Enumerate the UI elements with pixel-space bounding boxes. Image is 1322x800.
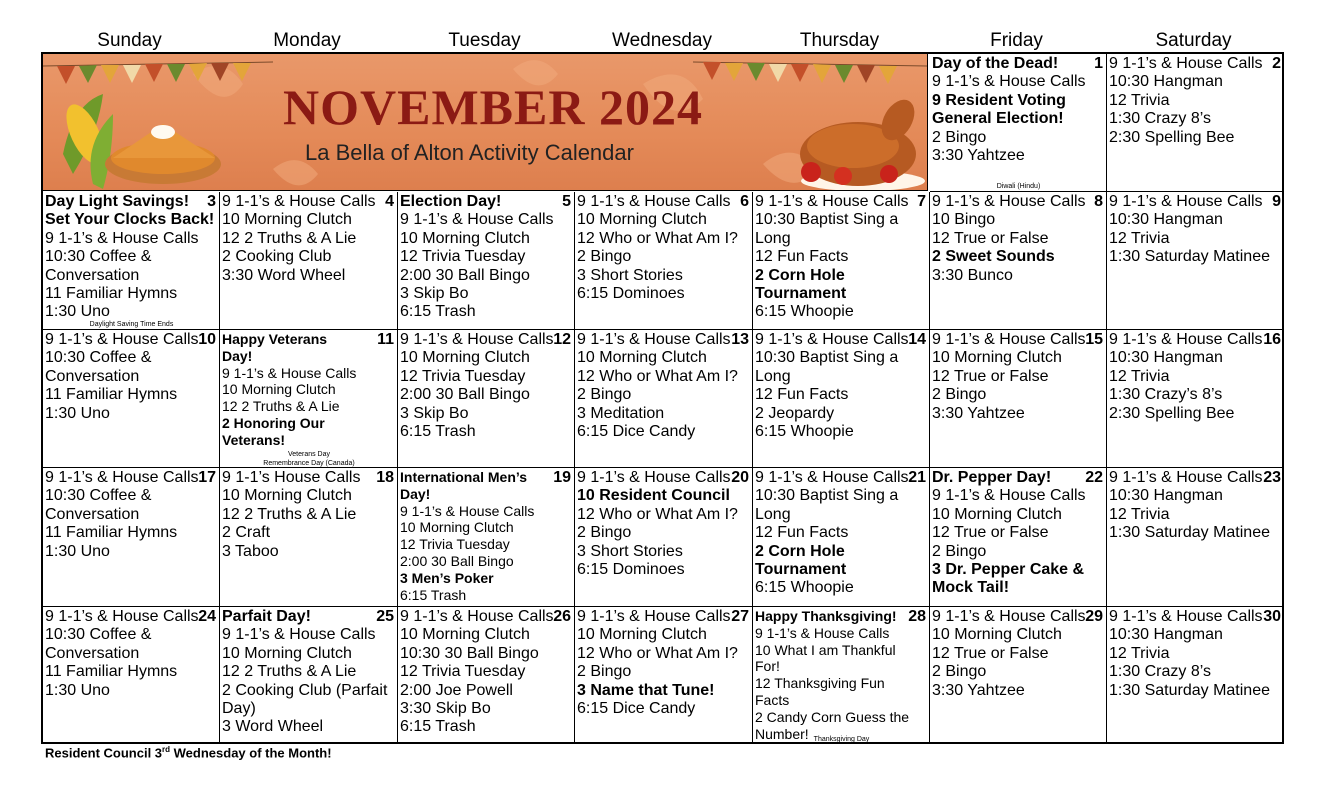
day-number: 24: [198, 608, 216, 625]
day-cell: [930, 468, 1107, 607]
activity-item: 2 Bingo: [577, 524, 632, 542]
activity-item: 3:30 Skip Bo: [400, 700, 491, 718]
activity-list: [1109, 331, 1282, 423]
activity-item: Long: [755, 229, 791, 247]
day-cell: [43, 192, 220, 330]
day-number: 11: [377, 331, 394, 348]
activity-item: 9 1-1’s & House Calls: [222, 364, 357, 381]
activity-item: 9 1-1’s & House Calls: [400, 608, 554, 625]
day-number: 26: [553, 608, 571, 625]
activity-item: 12 2 Truths & A Lie: [222, 663, 357, 681]
holiday-note: Veterans Day: [287, 451, 331, 458]
day-number: 30: [1263, 608, 1281, 625]
activity-list: [45, 331, 217, 423]
day-cell: [930, 192, 1107, 330]
activity-list: [45, 193, 217, 322]
event-highlight: Happy Veterans: [222, 331, 328, 347]
activity-item: 3 Short Stories: [577, 266, 683, 284]
day-number: 2: [1272, 55, 1281, 72]
activity-item: 2:30 Spelling Bee: [1109, 404, 1235, 422]
event-highlight: Veterans!: [222, 431, 286, 448]
activity-item: 2:00 Joe Powell: [400, 681, 513, 699]
activity-item: 12 Who or What Am I?: [577, 229, 738, 247]
activity-list: [577, 193, 750, 303]
activity-item: 2 Cooking Club (Parfait Day): [222, 681, 388, 718]
day-cell: [753, 468, 930, 607]
day-cell: [1107, 607, 1284, 744]
activity-item: 12 Trivia: [1109, 229, 1170, 247]
day-number: 25: [376, 608, 394, 625]
activity-item: 10:30 Baptist Sing a: [755, 349, 899, 367]
activity-item: 10 Morning Clutch: [400, 229, 530, 247]
activity-list: [932, 331, 1104, 423]
activity-item: 11 Familiar Hymns: [45, 524, 178, 542]
activity-item: 11 Familiar Hymns: [45, 663, 178, 681]
activity-item: 2 Bingo: [932, 663, 987, 681]
activity-item: 10 Morning Clutch: [932, 505, 1062, 523]
activity-item: 10 Morning Clutch: [222, 211, 352, 229]
activity-item: 12 Trivia Tuesday: [400, 536, 510, 553]
day-number: 15: [1085, 331, 1103, 348]
activity-list: [577, 608, 750, 718]
activity-item: 9 1-1’s & House Calls: [755, 624, 890, 641]
activity-item: 1:30 Uno: [45, 303, 110, 321]
activity-item: 9 1-1’s & House Calls: [400, 211, 554, 229]
day-number: 10: [198, 331, 216, 348]
weekday-header-3: Tuesday: [448, 30, 521, 51]
event-highlight: Election Day!: [400, 193, 502, 210]
activity-list: [1109, 469, 1282, 543]
activity-item: 10:30 Coffee &: [45, 349, 152, 367]
activity-item: 10:30 Hangman: [1109, 626, 1223, 644]
activity-item: 6:15 Trash: [400, 718, 476, 736]
activity-list: [400, 469, 572, 603]
activity-item: 1:30 Uno: [45, 681, 110, 699]
day-number: 5: [562, 193, 571, 210]
activity-item: 6:15 Whoopie: [755, 423, 854, 441]
activity-item: 10:30 Hangman: [1109, 73, 1223, 91]
activity-list: [222, 469, 395, 561]
activity-item: 10 Morning Clutch: [222, 381, 336, 398]
event-highlight: 2 Sweet Sounds: [932, 248, 1055, 266]
activity-list: [577, 331, 750, 441]
activity-item: 10:30 Baptist Sing a: [755, 211, 899, 229]
day-number: 28: [908, 608, 926, 625]
banner-title: NOVEMBER 2024: [283, 79, 703, 135]
weekday-header-4: Wednesday: [612, 30, 712, 51]
activity-list: [222, 331, 395, 449]
activity-item: 2 Craft: [222, 524, 271, 542]
event-highlight: 3 Name that Tune!: [577, 681, 715, 699]
event-highlight: General Election!: [932, 110, 1064, 128]
activity-list: [755, 193, 927, 322]
pumpkin-pie-icon: [105, 124, 221, 184]
activity-item: 2 Bingo: [577, 248, 632, 266]
event-highlight: Day!: [400, 485, 431, 502]
event-highlight: 3 Men’s Poker: [400, 569, 494, 586]
activity-item: 10 Morning Clutch: [400, 519, 514, 536]
day-number: 29: [1085, 608, 1103, 625]
activity-item: 9 1-1’s House Calls: [222, 469, 361, 486]
day-number: 1: [1094, 55, 1103, 72]
weekday-header-6: Friday: [990, 30, 1043, 51]
weekday-header-5: Thursday: [799, 30, 880, 51]
activity-item: 9 1-1’s & House Calls: [45, 469, 199, 486]
day-number: 8: [1094, 193, 1103, 210]
activity-item: 9 1-1’s & House Calls: [932, 487, 1086, 505]
activity-list: [45, 608, 217, 700]
activity-item: 9 1-1’s & House Calls: [577, 469, 731, 486]
activity-list: [400, 331, 572, 441]
activity-item: 6:15 Dominoes: [577, 285, 685, 303]
activity-item: 10 Morning Clutch: [577, 349, 707, 367]
activity-item: 10:30 Coffee &: [45, 626, 152, 644]
day-number: 7: [917, 193, 926, 210]
activity-item: 3 Word Wheel: [222, 718, 324, 736]
activity-item: 10 Morning Clutch: [400, 626, 530, 644]
activity-item: 1:30 Saturday Matinee: [1109, 681, 1270, 699]
day-cell: [930, 607, 1107, 744]
activity-item: 2:30 Spelling Bee: [1109, 128, 1235, 146]
day-cell: [398, 468, 575, 607]
activity-item: 2 Cooking Club: [222, 248, 332, 266]
activity-item: 3:30 Word Wheel: [222, 266, 346, 284]
activity-item: 10 What I am Thankful: [755, 641, 896, 658]
activity-item: Number!: [755, 725, 809, 742]
activity-item: 2:00 30 Ball Bingo: [400, 552, 514, 569]
footer-note: Resident Council 3rd Wednesday of the Month!: [45, 745, 332, 761]
day-cell: [575, 468, 753, 607]
activity-item: 12 2 Truths & A Lie: [222, 505, 357, 523]
activity-item: 2 Candy Corn Guess the: [755, 708, 910, 725]
activity-item: 10:30 Hangman: [1109, 349, 1223, 367]
activity-item: 2 Bingo: [932, 386, 987, 404]
activity-item: Long: [755, 367, 791, 385]
day-number: 21: [908, 469, 926, 486]
day-cell: [398, 607, 575, 744]
activity-item: 12 Trivia: [1109, 505, 1170, 523]
activity-item: 3 Skip Bo: [400, 404, 469, 422]
holiday-note: Remembrance Day (Canada): [263, 460, 355, 467]
day-cell: [220, 607, 398, 744]
day-cell: [43, 468, 220, 607]
day-number: 6: [740, 193, 749, 210]
day-cell: [1107, 330, 1284, 468]
activity-item: 2 Bingo: [577, 663, 632, 681]
activity-item: 9 1-1’s & House Calls: [577, 193, 731, 210]
activity-item: 9 1-1’s & House Calls: [1109, 331, 1263, 348]
activity-item: 9 1-1’s & House Calls: [222, 626, 376, 644]
activity-item: 10:30 30 Ball Bingo: [400, 644, 539, 662]
activity-item: 2 Bingo: [932, 542, 987, 560]
activity-item: 6:15 Whoopie: [755, 579, 854, 597]
activity-item: For!: [755, 658, 780, 675]
activity-item: 9 1-1’s & House Calls: [45, 608, 199, 625]
event-highlight: 3 Dr. Pepper Cake &: [932, 561, 1085, 579]
activity-item: 12 True or False: [932, 644, 1049, 662]
activity-item: Facts: [755, 691, 790, 708]
event-highlight: Day!: [222, 347, 253, 364]
activity-item: 10 Morning Clutch: [577, 626, 707, 644]
activity-item: 12 Fun Facts: [755, 248, 849, 266]
activity-item: 10 Morning Clutch: [222, 487, 352, 505]
day-number: 20: [731, 469, 749, 486]
activity-item: 2 Bingo: [577, 386, 632, 404]
activity-list: [400, 608, 572, 737]
roast-turkey-icon: [800, 94, 925, 191]
activity-item: 3 Taboo: [222, 542, 279, 560]
activity-item: 9 1-1’s & House Calls: [45, 331, 199, 348]
activity-item: 12 Who or What Am I?: [577, 644, 738, 662]
calendar-grid: [41, 52, 1284, 744]
activity-item: 12 Trivia: [1109, 644, 1170, 662]
activity-list: [932, 55, 1104, 165]
activity-item: 9 1-1’s & House Calls: [45, 229, 199, 247]
activity-item: 9 1-1’s & House Calls: [400, 331, 554, 348]
holiday-note: Diwali (Hindu): [996, 183, 1041, 190]
activity-item: 12 Thanksgiving Fun: [755, 675, 885, 692]
weekday-header-7: Saturday: [1155, 30, 1232, 51]
day-cell: [930, 330, 1107, 468]
activity-item: 11 Familiar Hymns: [45, 285, 178, 303]
event-highlight: 2 Corn Hole: [755, 266, 845, 284]
activity-item: 6:15 Dice Candy: [577, 423, 696, 441]
activity-item: 1:30 Crazy 8’s: [1109, 110, 1211, 128]
activity-list: [577, 469, 750, 579]
activity-item: 12 Trivia: [1109, 91, 1170, 109]
activity-item: 3:30 Yahtzee: [932, 681, 1025, 699]
event-highlight: 2 Honoring Our: [222, 414, 325, 431]
activity-item: 3 Skip Bo: [400, 285, 469, 303]
day-number: 22: [1085, 469, 1103, 486]
activity-item: 10:30 Coffee &: [45, 487, 152, 505]
day-cell: [398, 192, 575, 330]
activity-item: 6:15 Dice Candy: [577, 700, 696, 718]
activity-list: [932, 469, 1104, 598]
day-number: 27: [731, 608, 749, 625]
activity-list: [755, 608, 927, 742]
day-cell: [43, 330, 220, 468]
activity-item: 9 1-1’s & House Calls: [932, 73, 1086, 91]
activity-item: 1:30 Saturday Matinee: [1109, 248, 1270, 266]
activity-item: 3:30 Yahtzee: [932, 404, 1025, 422]
activity-item: 3:30 Yahtzee: [932, 147, 1025, 165]
day-number: 18: [376, 469, 394, 486]
activity-item: Long: [755, 505, 791, 523]
activity-item: 12 Who or What Am I?: [577, 505, 738, 523]
day-cell: [220, 330, 398, 468]
activity-item: 1:30 Uno: [45, 404, 110, 422]
activity-item: 9 1-1’s & House Calls: [400, 502, 535, 519]
event-highlight: Set Your Clocks Back!: [45, 211, 215, 229]
day-cell: [575, 330, 753, 468]
weekday-header-1: Sunday: [97, 30, 162, 51]
activity-item: 12 2 Truths & A Lie: [222, 229, 357, 247]
activity-item: 10:30 Hangman: [1109, 487, 1223, 505]
day-cell: [398, 330, 575, 468]
activity-item: 9 1-1’s & House Calls: [755, 469, 909, 486]
activity-item: 2:00 30 Ball Bingo: [400, 266, 530, 284]
activity-item: 6:15 Dominoes: [577, 561, 685, 579]
activity-list: [222, 193, 395, 285]
activity-item: 10 Morning Clutch: [932, 349, 1062, 367]
activity-item: 9 1-1’s & House Calls: [1109, 193, 1263, 210]
event-highlight: Mock Tail!: [932, 579, 1010, 597]
activity-list: [932, 193, 1104, 285]
activity-item: 9 1-1’s & House Calls: [1109, 608, 1263, 625]
day-cell: [1107, 468, 1284, 607]
day-cell: [753, 330, 930, 468]
day-cell: [220, 468, 398, 607]
activity-list: [755, 331, 927, 441]
activity-list: [1109, 193, 1282, 267]
event-highlight: Dr. Pepper Day!: [932, 469, 1052, 486]
activity-item: 1:30 Saturday Matinee: [1109, 524, 1270, 542]
activity-item: 9 1-1’s & House Calls: [932, 193, 1086, 210]
holiday-note: Daylight Saving Time Ends: [89, 321, 174, 328]
activity-item: 12 Trivia Tuesday: [400, 367, 526, 385]
day-cell: [930, 54, 1107, 192]
activity-item: Conversation: [45, 644, 140, 662]
activity-item: 12 2 Truths & A Lie: [222, 398, 340, 415]
activity-item: 9 1-1’s & House Calls: [755, 331, 909, 348]
event-highlight: Day of the Dead!: [932, 55, 1059, 72]
event-highlight: Happy Thanksgiving!: [755, 608, 897, 624]
activity-item: 9 1-1’s & House Calls: [577, 331, 731, 348]
day-number: 3: [207, 193, 216, 210]
activity-item: Conversation: [45, 505, 140, 523]
activity-list: [45, 469, 217, 561]
activity-item: 2:00 30 Ball Bingo: [400, 386, 530, 404]
activity-list: [1109, 608, 1282, 700]
day-cell: [1107, 192, 1284, 330]
activity-item: 12 True or False: [932, 367, 1049, 385]
activity-item: 12 True or False: [932, 229, 1049, 247]
day-number: 9: [1272, 193, 1281, 210]
banner-subtitle: La Bella of Alton Activity Calendar: [305, 140, 634, 165]
activity-item: 3:30 Bunco: [932, 266, 1013, 284]
activity-list: [932, 608, 1104, 700]
activity-item: 3 Meditation: [577, 404, 665, 422]
event-highlight: 2 Corn Hole: [755, 542, 845, 560]
event-highlight: 10 Resident Council: [577, 487, 730, 505]
day-number: 4: [385, 193, 394, 210]
activity-item: 10 Morning Clutch: [222, 644, 352, 662]
activity-item: 1:30 Crazy’s 8’s: [1109, 386, 1223, 404]
activity-item: 6:15 Trash: [400, 586, 467, 603]
activity-item: 1:30 Crazy 8’s: [1109, 663, 1211, 681]
activity-item: 11 Familiar Hymns: [45, 386, 178, 404]
activity-item: 6:15 Whoopie: [755, 303, 854, 321]
event-highlight: Tournament: [755, 561, 847, 579]
day-number: 19: [553, 469, 571, 486]
corn-icon: [59, 94, 113, 189]
activity-item: 10 Morning Clutch: [400, 349, 530, 367]
holiday-note: Thanksgiving Day: [813, 736, 870, 743]
activity-item: 1:30 Uno: [45, 542, 110, 560]
activity-list: [755, 469, 927, 598]
activity-item: 9 1-1’s & House Calls: [755, 193, 909, 210]
activity-item: 9 1-1’s & House Calls: [932, 331, 1086, 348]
day-cell: [43, 607, 220, 744]
day-cell: [1107, 54, 1284, 192]
activity-list: [1109, 55, 1282, 147]
activity-item: 12 Trivia Tuesday: [400, 663, 526, 681]
activity-item: 2 Jeopardy: [755, 404, 835, 422]
activity-item: 12 Fun Facts: [755, 524, 849, 542]
activity-item: 12 Trivia: [1109, 367, 1170, 385]
event-highlight: 9 Resident Voting: [932, 91, 1066, 109]
activity-item: 9 1-1’s & House Calls: [932, 608, 1086, 625]
day-cell: [220, 192, 398, 330]
activity-item: 9 1-1’s & House Calls: [222, 193, 376, 210]
activity-item: 2 Bingo: [932, 128, 987, 146]
activity-item: 10:30 Coffee &: [45, 248, 152, 266]
day-number: 23: [1263, 469, 1281, 486]
event-highlight: Parfait Day!: [222, 608, 311, 625]
activity-item: Conversation: [45, 367, 140, 385]
activity-item: 12 Trivia Tuesday: [400, 248, 526, 266]
activity-item: 3 Short Stories: [577, 542, 683, 560]
activity-item: 10:30 Baptist Sing a: [755, 487, 899, 505]
activity-item: 10 Morning Clutch: [932, 626, 1062, 644]
event-highlight: International Men’s: [400, 469, 528, 485]
day-number: 14: [908, 331, 926, 348]
activity-list: [400, 193, 572, 322]
activity-item: 12 Fun Facts: [755, 386, 849, 404]
activity-item: Conversation: [45, 266, 140, 284]
event-highlight: Day Light Savings!: [45, 193, 190, 210]
activity-list: [222, 608, 395, 737]
day-cell: [575, 607, 753, 744]
activity-item: 9 1-1’s & House Calls: [577, 608, 731, 625]
weekday-header-2: Monday: [273, 30, 341, 51]
activity-item: 12 True or False: [932, 524, 1049, 542]
activity-item: 9 1-1’s & House Calls: [1109, 469, 1263, 486]
day-number: 16: [1263, 331, 1281, 348]
activity-item: 12 Who or What Am I?: [577, 367, 738, 385]
activity-item: 10:30 Hangman: [1109, 211, 1223, 229]
month-banner: [43, 54, 928, 191]
activity-item: 6:15 Trash: [400, 303, 476, 321]
activity-item: 6:15 Trash: [400, 423, 476, 441]
activity-item: 9 1-1’s & House Calls: [1109, 55, 1263, 72]
day-cell: [575, 192, 753, 330]
day-cell: [753, 607, 930, 744]
activity-item: 10 Bingo: [932, 211, 996, 229]
day-cell: [753, 192, 930, 330]
day-number: 12: [553, 331, 571, 348]
event-highlight: Tournament: [755, 285, 847, 303]
activity-item: 10 Morning Clutch: [577, 211, 707, 229]
day-number: 13: [731, 331, 749, 348]
day-number: 17: [198, 469, 216, 486]
